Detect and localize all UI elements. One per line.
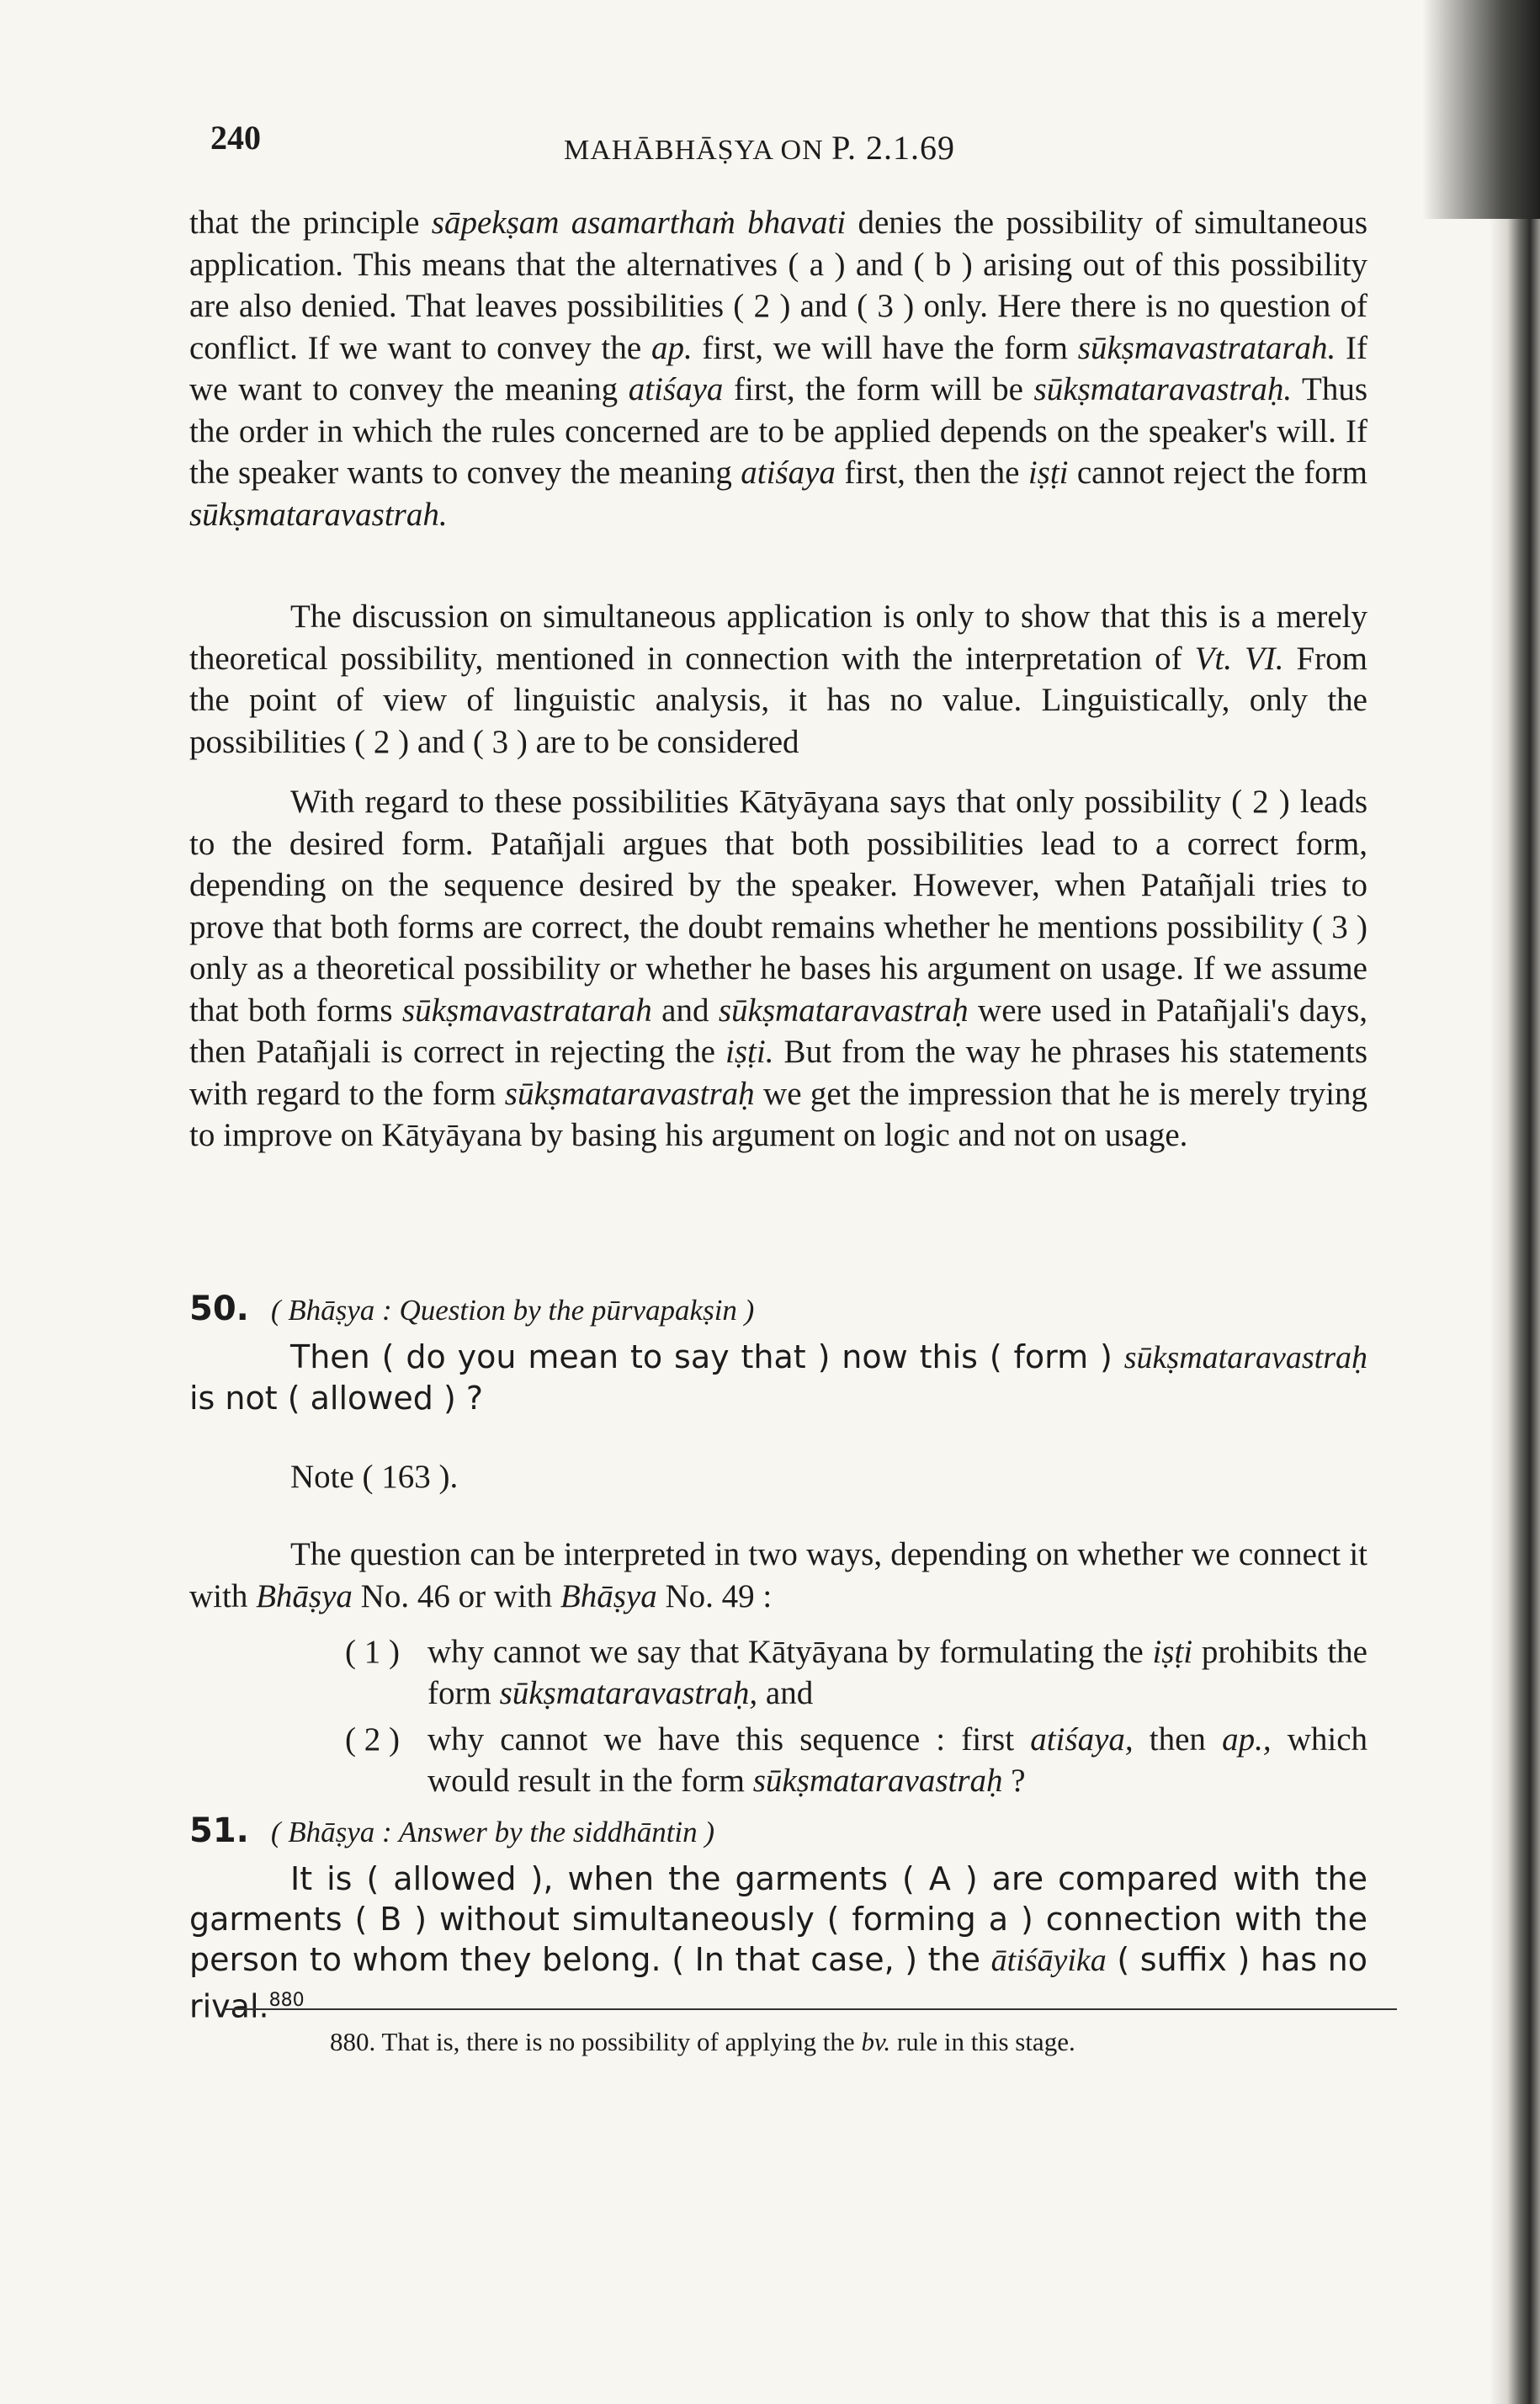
section-number: 50. [189,1290,249,1328]
running-head-rule: P. 2.1.69 [831,129,955,167]
section-51-heading [189,1811,714,1850]
paragraph-3: With regard to these possibilities Kātyāyana says that only possibility ( 2 ) leads to the desired form. Patañjali argues that both possibilities lead to a correct form, depending on the sequence desired by the speaker. However, when Patañjali tries to prove that both forms are correct, the doubt remains whether he mentions possibility ( 3 ) only as a theoretical possibility or whether he bases his argument on usage. If we assume that both forms sūkṣmavastratarah and sūkṣmataravastraḥ were used in Patañjali's days, then Patañjali is correct in rejecting the iṣṭi. But from the way he phrases his statements with regard to the form sūkṣmataravastraḥ we get the impression that he is merely trying to improve on Kātyāyana by basing his argument on logic and not on usage. [189,784,1368,1153]
list-item: ( 2 ) why cannot we have this sequence : first atiśaya, then ap., which would result in the form sūkṣmataravastraḥ ? [345,1721,1368,1799]
section-caption: ( Bhāṣya : Answer by the siddhāntin ) [270,1816,715,1848]
section-caption: ( Bhāṣya : Question by the pūrvapakṣin ) [270,1294,755,1327]
list-item: ( 1 ) why cannot we say that Kātyāyana by formulating the iṣṭi prohibits the form sūkṣmataravastraḥ, and [345,1634,1367,1711]
footnote-rule [223,2008,1397,2010]
footnote-marker: 880 [268,1990,305,2011]
section-50-translation: Then ( do you mean to say that ) now this ( form ) sūkṣmataravastraḥ is not ( allowed ) ? [189,1338,1367,1417]
running-head [564,128,955,168]
paragraph-1: that the principle sāpekṣam asamarthaṁ bhavati denies the possibility of simultaneous application. This means that the alternatives ( a ) and ( b ) arising out of this possibility are also denied. That leaves possibilities ( 2 ) and ( 3 ) only. Here there is no question of conflict. If we want to convey the ap. first, we will have the form sūkṣmavastratarah. If we want to convey the meaning atiśaya first, the form will be sūkṣmataravastraḥ. Thus the order in which the rules concerned are to be applied depends on the speaker's will. If the speaker wants to convey the meaning atiśaya first, then the iṣṭi cannot reject the form sūkṣmataravastrah. [189,205,1368,533]
section-number: 51. [189,1811,249,1850]
footnote: 880. That is, there is no possibility of applying the bv. rule in this stage. [330,2027,1075,2056]
paragraph-2: The discussion on simultaneous application is only to show that this is a merely theoretical possibility, mentioned in connection with the interpretation of Vt. VI. From the point of view of linguistic analysis, it has no value. Linguistically, only the possibilities ( 2 ) and ( 3 ) are to be considered [189,598,1368,760]
page-number: 240 [210,119,261,157]
running-head-title: MAHĀBHĀṢYA ON [564,135,824,166]
interpretation-list [345,1631,1367,1806]
section-50-note: Note ( 163 ). [290,1459,459,1495]
book-spine-shadow-top [1422,0,1540,219]
section-50-heading [189,1290,754,1328]
section-50-explanation: The question can be interpreted in two ways, depending on whether we connect it with Bhāṣya No. 46 or with Bhāṣya No. 49 : [189,1536,1367,1614]
section-51-translation: It is ( allowed ), when the garments ( A ) are compared with the garments ( B ) without simultaneously ( forming a ) connection with the person to whom they belong. ( In that case, ) the ātiśāyika ( suffix ) has no rival.$^{880}$ [189,1860,1367,2025]
book-spine-shadow [1490,0,1540,2404]
